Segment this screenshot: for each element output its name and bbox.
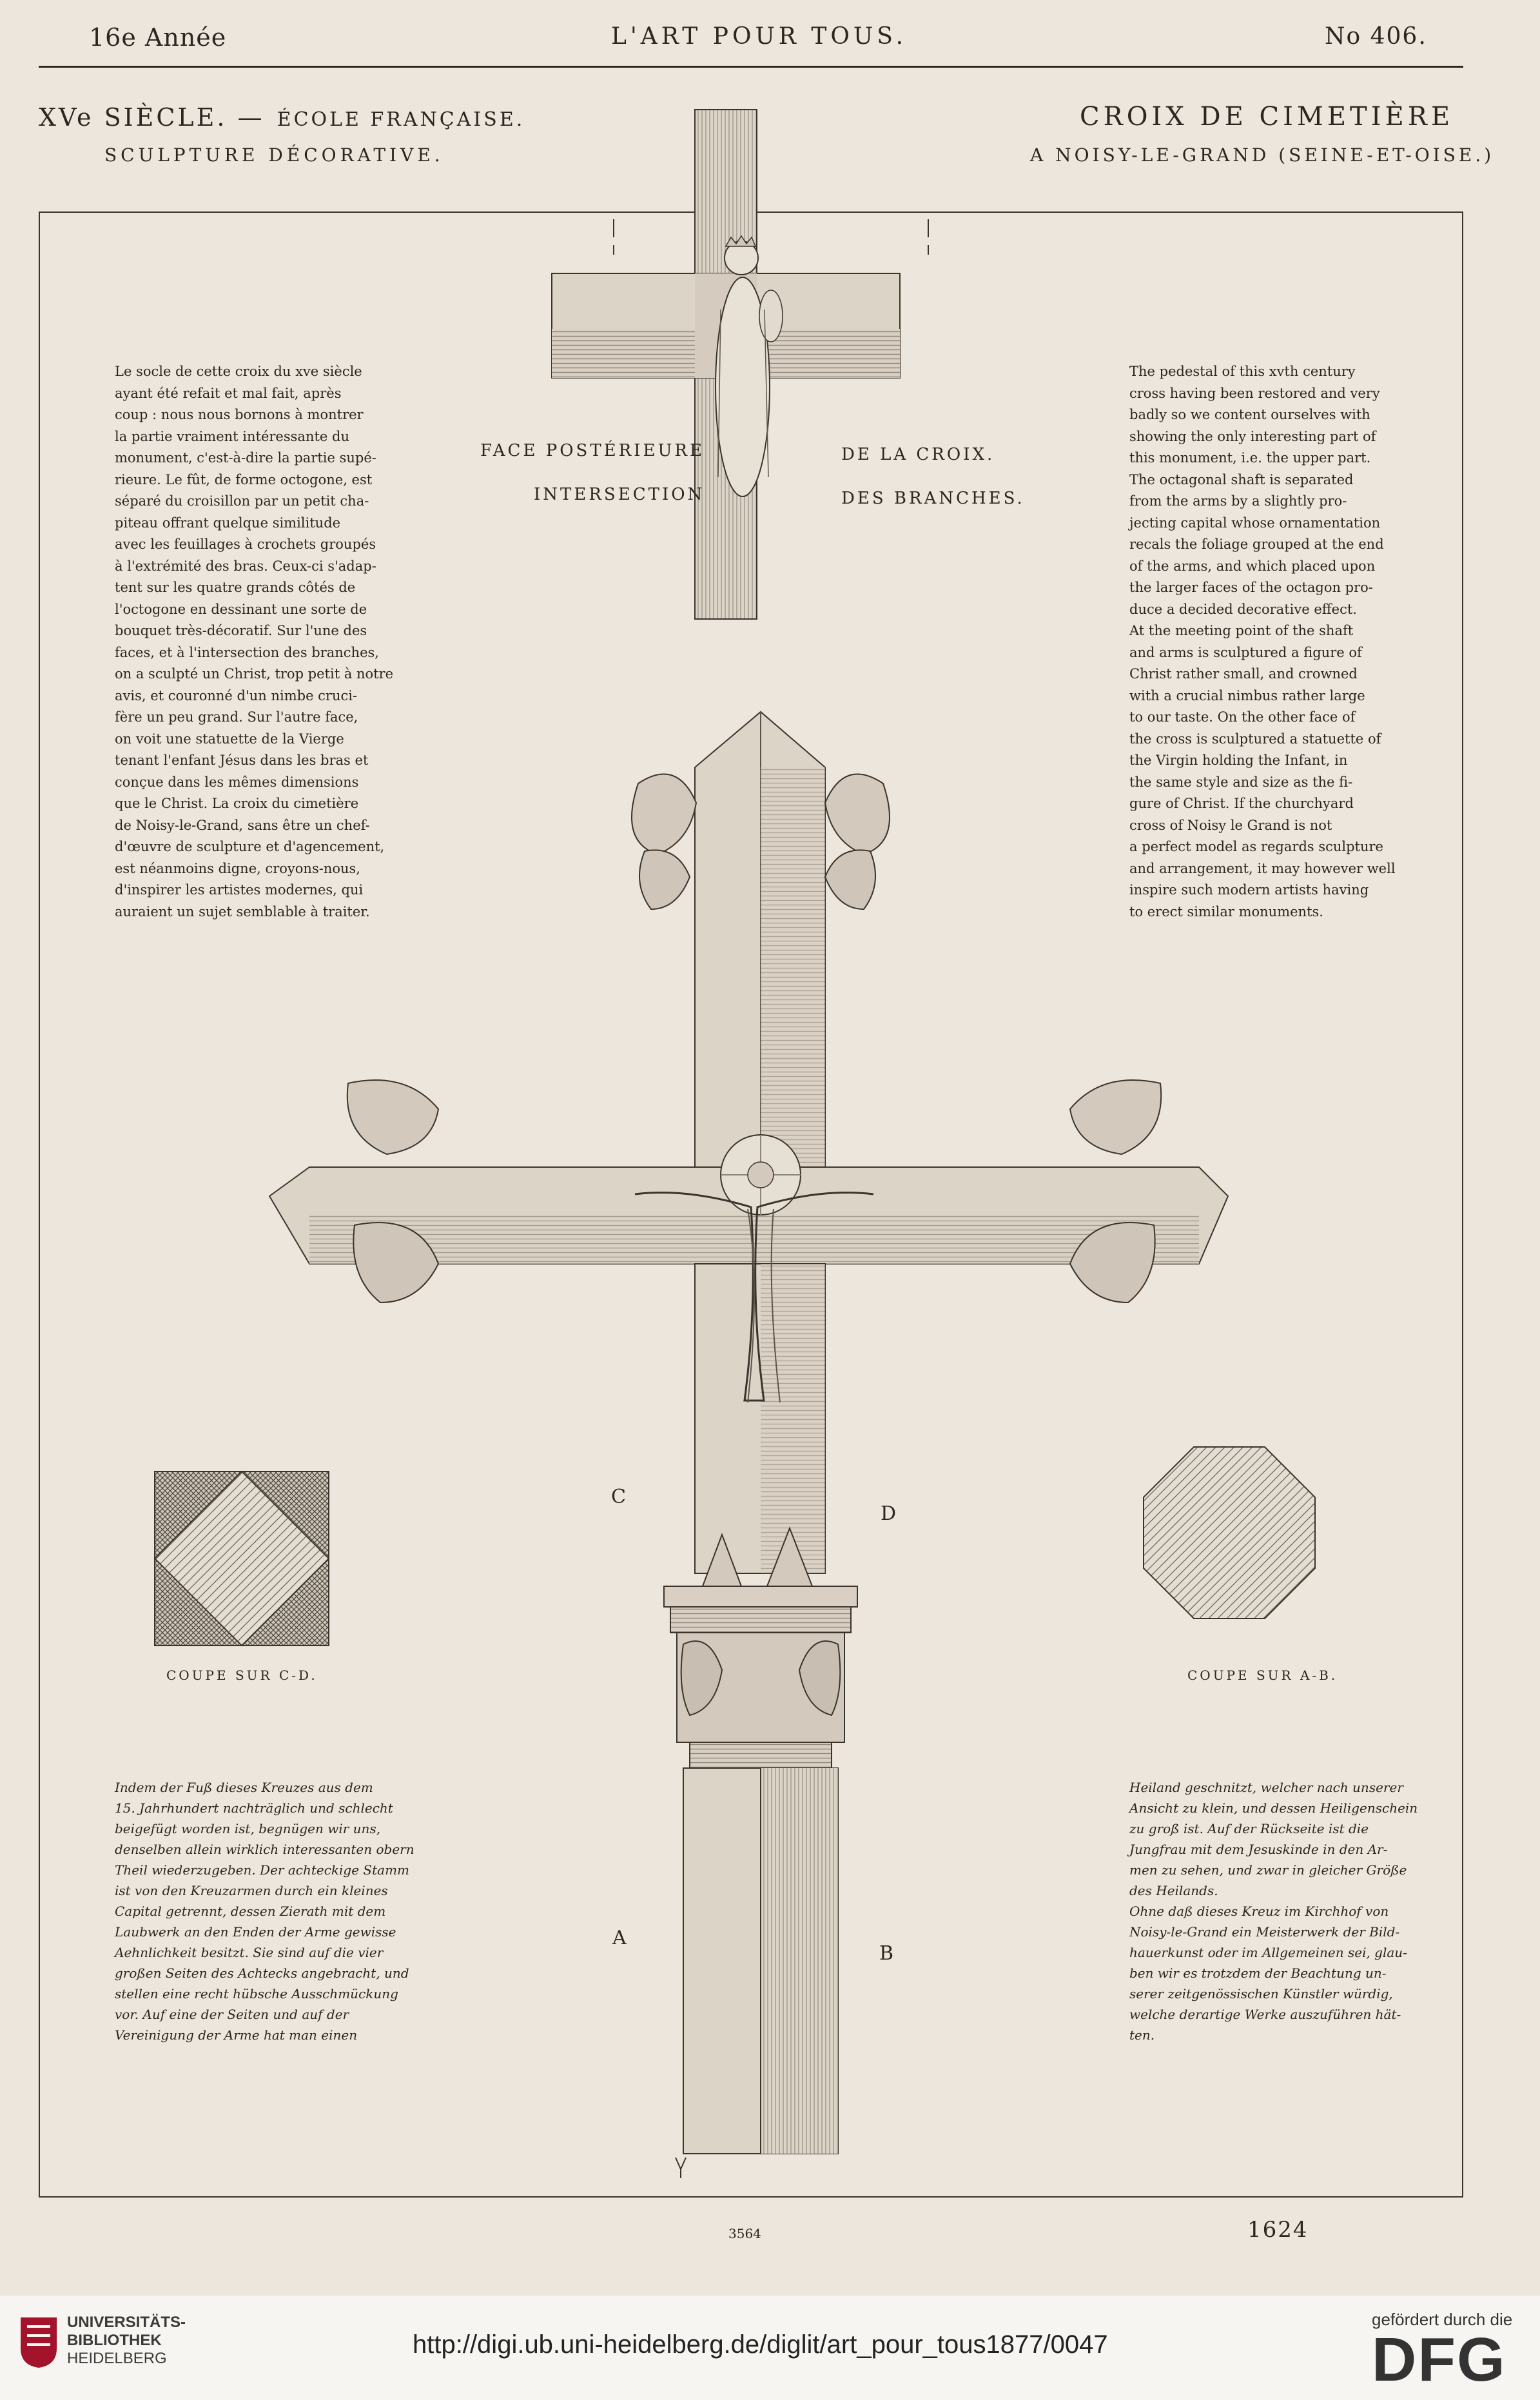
french-text-line: tent sur les quatre grands côtés de (115, 580, 356, 595)
english-text-line: a perfect model as regards sculpture (1129, 839, 1383, 854)
german-text-line: welche derartige Werke auszuführen hät- (1129, 2007, 1401, 2022)
title-monument: CROIX DE CIMETIÈRE (1080, 102, 1454, 132)
english-text-line: jecting capital whose ornamentation (1129, 515, 1381, 531)
english-text-line: and arms is sculptured a figure of (1129, 644, 1362, 660)
german-text-line: zu groß ist. Auf der Rückseite ist die (1129, 1821, 1369, 1836)
german-text-line: Capital getrennt, dessen Zierath mit dem (115, 1903, 386, 1919)
english-text-line: the cross is sculptured a statuette of (1129, 731, 1381, 747)
german-text-line: Theil wiederzugeben. Der achteckige Stamm (115, 1862, 410, 1878)
english-text-line: The octagonal shaft is separated (1129, 471, 1354, 487)
french-text-line: que le Christ. La croix du cimetière (115, 796, 359, 811)
german-text-line: ist von den Kreuzarmen durch ein kleines (115, 1883, 388, 1898)
french-text-line: conçue dans les mêmes dimensions (115, 774, 359, 790)
library-name-line1: UNIVERSITÄTS- (67, 2314, 186, 2331)
german-text-line: denselben allein wirklich interessanten obern (115, 1842, 414, 1857)
german-text-line: ten. (1129, 2027, 1155, 2043)
french-text-line: ayant été refait et mal fait, après (115, 385, 342, 401)
german-text-line: Ohne daß dieses Kreuz im Kirchhof von (1129, 1903, 1389, 1919)
english-text-line: of the arms, and which placed upon (1129, 558, 1376, 574)
french-text-line: auraient un sujet semblable à traiter. (115, 903, 370, 920)
title-school: ÉCOLE FRANÇAISE. (277, 108, 525, 131)
french-text-line: piteau offrant quelque similitude (115, 515, 341, 531)
french-text-line: fère un peu grand. Sur l'autre face, (115, 709, 358, 725)
english-text-line: from the arms by a slightly pro- (1129, 493, 1347, 509)
french-text-line: monument, c'est-à-dire la partie supé- (115, 450, 376, 466)
german-text-line: men zu sehen, und zwar in gleicher Größe (1129, 1862, 1407, 1878)
english-text-line: to erect similar monuments. (1129, 903, 1323, 920)
english-text-line: and arrangement, it may however well (1129, 860, 1396, 876)
plate-number: 3564 (728, 2226, 761, 2241)
french-text-line: d'inspirer les artistes modernes, qui (115, 882, 364, 898)
header-title: L'ART POUR TOUS. (611, 23, 908, 50)
rear-face-drawing (552, 110, 900, 619)
german-text-line: großen Seiten des Achtecks angebracht, und (115, 1965, 409, 1981)
page-number: 1624 (1247, 2217, 1309, 2243)
french-text-line: faces, et à l'intersection des branches, (115, 644, 379, 660)
german-text-line: 15. Jahrhundert nachträglich und schlecht (115, 1800, 393, 1816)
german-text-line: serer zeitgenössischen Künstler würdig, (1129, 1986, 1393, 2002)
section-ab-drawing (1144, 1447, 1315, 1618)
title-century: XVe SIÈCLE. — (39, 103, 265, 132)
dfg-logo[interactable]: DFG (1372, 2325, 1506, 2394)
english-text-line: the Virgin holding the Infant, in (1129, 752, 1348, 768)
caption-des-branches: DES BRANCHES. (841, 489, 1025, 508)
english-text-line: The pedestal of this xvth century (1129, 364, 1356, 379)
english-text-line: the same style and size as the fi- (1129, 774, 1353, 790)
funded-by-label: gefördert durch die (1372, 2310, 1513, 2329)
english-text-line: recals the foliage grouped at the end (1129, 536, 1384, 552)
header-number: No 406. (1325, 23, 1427, 50)
main-cross-drawing (269, 712, 1228, 2154)
french-text-line: est néanmoins digne, croyons-nous, (115, 860, 360, 876)
german-text-line: Ansicht zu klein, und dessen Heiligenschein (1129, 1800, 1418, 1816)
english-text-line: duce a decided decorative effect. (1129, 601, 1357, 617)
section-cd-drawing (155, 1471, 329, 1646)
german-text-line: Jungfrau mit dem Jesuskinde in den Ar- (1129, 1842, 1388, 1857)
german-text-line: Noisy-le-Grand ein Meisterwerk der Bild- (1129, 1924, 1400, 1940)
label-c: C (611, 1486, 626, 1508)
french-text-line: on a sculpté un Christ, trop petit à notre (115, 666, 394, 682)
caption-face-posterieure: FACE POSTÉRIEURE (480, 441, 705, 460)
german-text-line: ben wir es trotzdem der Beachtung un- (1129, 1965, 1387, 1981)
french-text-line: rieure. Le fût, de forme octogone, est (115, 471, 373, 487)
french-text-line: l'octogone en dessinant une sorte de (115, 601, 367, 617)
english-text-line: At the meeting point of the shaft (1129, 623, 1354, 638)
english-text-line: this monument, i.e. the upper part. (1129, 450, 1371, 466)
german-text-line: Indem der Fuß dieses Kreuzes aus dem (115, 1780, 373, 1795)
english-text-line: badly so we content ourselves with (1129, 407, 1370, 422)
caption-coupe-ab: COUPE SUR A-B. (1187, 1667, 1338, 1683)
french-text-line: avis, et couronné d'un nimbe cruci- (115, 687, 358, 703)
german-text-line: hauerkunst oder im Allgemeinen sei, glau- (1129, 1945, 1407, 1960)
label-a: A (612, 1927, 627, 1949)
label-b: B (879, 1942, 894, 1965)
german-description-left (115, 1777, 414, 2045)
french-text-line: à l'extrémité des bras. Ceux-ci s'adap- (115, 558, 376, 574)
french-text-line: coup : nous nous bornons à montrer (115, 407, 364, 422)
caption-intersection: INTERSECTION (534, 485, 705, 504)
english-text-line: with a crucial nimbus rather large (1129, 687, 1365, 703)
german-text-line: stellen eine recht hübsche Ausschmückung (115, 1986, 398, 2002)
german-description-right (1129, 1777, 1418, 2045)
source-url-link[interactable]: http://digi.ub.uni-heidelberg.de/diglit/art_pour_tous1877/0047 (413, 2330, 1108, 2359)
library-name-line3: HEIDELBERG (67, 2350, 167, 2367)
french-text-line: avec les feuillages à crochets groupés (115, 536, 376, 552)
german-text-line: Laubwerk an den Enden der Arme gewisse (115, 1924, 396, 1940)
english-description (1129, 361, 1396, 923)
english-text-line: gure of Christ. If the churchyard (1129, 796, 1354, 811)
french-description (115, 361, 394, 923)
english-text-line: the larger faces of the octagon pro- (1129, 580, 1373, 595)
german-text-line: beigefügt worden ist, begnügen wir uns, (115, 1821, 381, 1836)
label-d: D (881, 1502, 897, 1525)
french-text-line: d'œuvre de sculpture et d'agencement, (115, 839, 385, 854)
french-text-line: tenant l'enfant Jésus dans les bras et (115, 752, 369, 768)
german-text-line: vor. Auf eine der Seiten und auf der (115, 2007, 349, 2022)
german-text-line: des Heilands. (1129, 1883, 1218, 1898)
english-text-line: to our taste. On the other face of (1129, 709, 1356, 725)
caption-de-la-croix: DE LA CROIX. (841, 445, 995, 464)
french-text-line: séparé du croisillon par un petit cha- (115, 493, 369, 509)
english-text-line: Christ rather small, and crowned (1129, 666, 1358, 682)
english-text-line: cross of Noisy le Grand is not (1129, 817, 1332, 833)
header-year: 16e Année (89, 23, 227, 52)
english-text-line: showing the only interesting part of (1129, 428, 1376, 444)
english-text-line: inspire such modern artists having (1129, 882, 1369, 898)
library-logo-icon[interactable] (18, 2315, 59, 2369)
french-text-line: bouquet très-décoratif. Sur l'une des (115, 623, 367, 638)
title-category: SCULPTURE DÉCORATIVE. (104, 144, 444, 166)
library-name[interactable] (67, 2314, 186, 2368)
german-text-line: Vereinigung der Arme hat man einen (115, 2027, 358, 2043)
french-text-line: Le socle de cette croix du xve siècle (115, 364, 362, 379)
caption-coupe-cd: COUPE SUR C-D. (166, 1667, 318, 1683)
french-text-line: de Noisy-le-Grand, sans être un chef- (115, 817, 370, 833)
library-seal-icon (18, 2315, 59, 2369)
french-text-line: la partie vraiment intéressante du (115, 428, 349, 444)
title-location: A NOISY-LE-GRAND (SEINE-ET-OISE.) (1030, 144, 1495, 166)
german-text-line: Aehnlichkeit besitzt. Sie sind auf die vier (115, 1945, 384, 1960)
english-text-line: cross having been restored and very (1129, 385, 1380, 401)
french-text-line: on voit une statuette de la Vierge (115, 731, 344, 747)
german-text-line: Heiland geschnitzt, welcher nach unserer (1129, 1780, 1403, 1795)
library-name-line2: BIBLIOTHEK (67, 2332, 162, 2349)
